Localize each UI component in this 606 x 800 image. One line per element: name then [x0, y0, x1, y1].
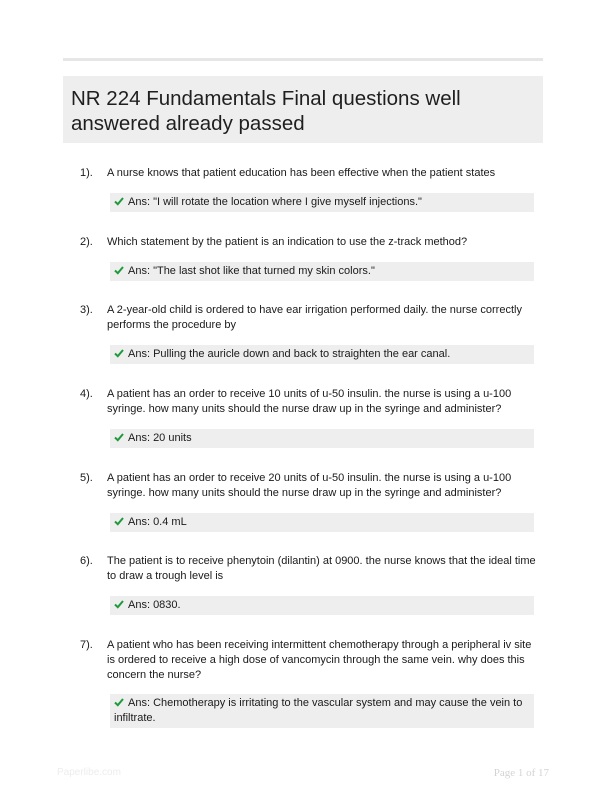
question-text: A patient has an order to receive 20 units of u-50 insulin. the nurse is using a u-100 syringe. how many units should the nurse draw up in the syringe and administer? [107, 472, 512, 499]
question-text: The patient is to receive phenytoin (dilantin) at 0900. the nurse knows that the ideal time to draw a trough level is [107, 555, 536, 582]
top-divider [63, 58, 543, 61]
check-icon [114, 265, 124, 275]
question-number: 4). [80, 388, 93, 400]
question-number: 3). [80, 304, 93, 316]
page-title: NR 224 Fundamentals Final questions well answered already passed [71, 87, 461, 135]
check-icon [114, 348, 124, 358]
question-text: A nurse knows that patient education has been effective when the patient states [107, 167, 496, 179]
check-icon [114, 599, 124, 609]
question-text: A 2-year-old child is ordered to have ear irrigation performed daily. the nurse correctly performs the procedure by [107, 304, 522, 331]
footer-site: Paperlibe.com [57, 767, 121, 778]
check-icon [114, 697, 124, 707]
answer-box [110, 596, 534, 615]
question-number: 7). [80, 639, 93, 651]
question-number: 5). [80, 472, 93, 484]
answer-text: Ans: 20 units [128, 432, 192, 444]
check-icon [114, 196, 124, 206]
answer-box [110, 429, 534, 448]
question-text: Which statement by the patient is an indication to use the z-track method? [107, 236, 468, 248]
title-banner [63, 76, 543, 143]
answer-box [110, 262, 534, 281]
page-number: Page 1 of 17 [493, 767, 549, 779]
check-icon [114, 516, 124, 526]
question-text: A patient who has been receiving intermittent chemotherapy through a peripheral iv site is ordered to receive a high dose of vancomycin through the same vein. why does this concern the nurse? [107, 639, 532, 681]
question-text: A patient has an order to receive 10 units of u-50 insulin. the nurse is using a u-100 syringe. how many units should the nurse draw up in the syringe and administer? [107, 388, 512, 415]
question-number: 2). [80, 236, 93, 248]
answer-box [110, 513, 534, 532]
question-number: 1). [80, 167, 93, 179]
answer-text: Ans: "The last shot like that turned my skin colors." [128, 265, 375, 277]
check-icon [114, 432, 124, 442]
answer-text: Ans: "I will rotate the location where I give myself injections." [128, 196, 422, 208]
answer-text: Ans: Pulling the auricle down and back to straighten the ear canal. [128, 348, 451, 360]
question-number: 6). [80, 555, 93, 567]
answer-text: Ans: 0830. [128, 599, 181, 611]
answer-text: Ans: 0.4 mL [128, 516, 187, 528]
answer-box [110, 345, 534, 364]
answer-box [110, 694, 534, 728]
answer-box [110, 193, 534, 212]
answer-text: Ans: Chemotherapy is irritating to the vascular system and may cause the vein to infiltrate. [114, 697, 523, 724]
